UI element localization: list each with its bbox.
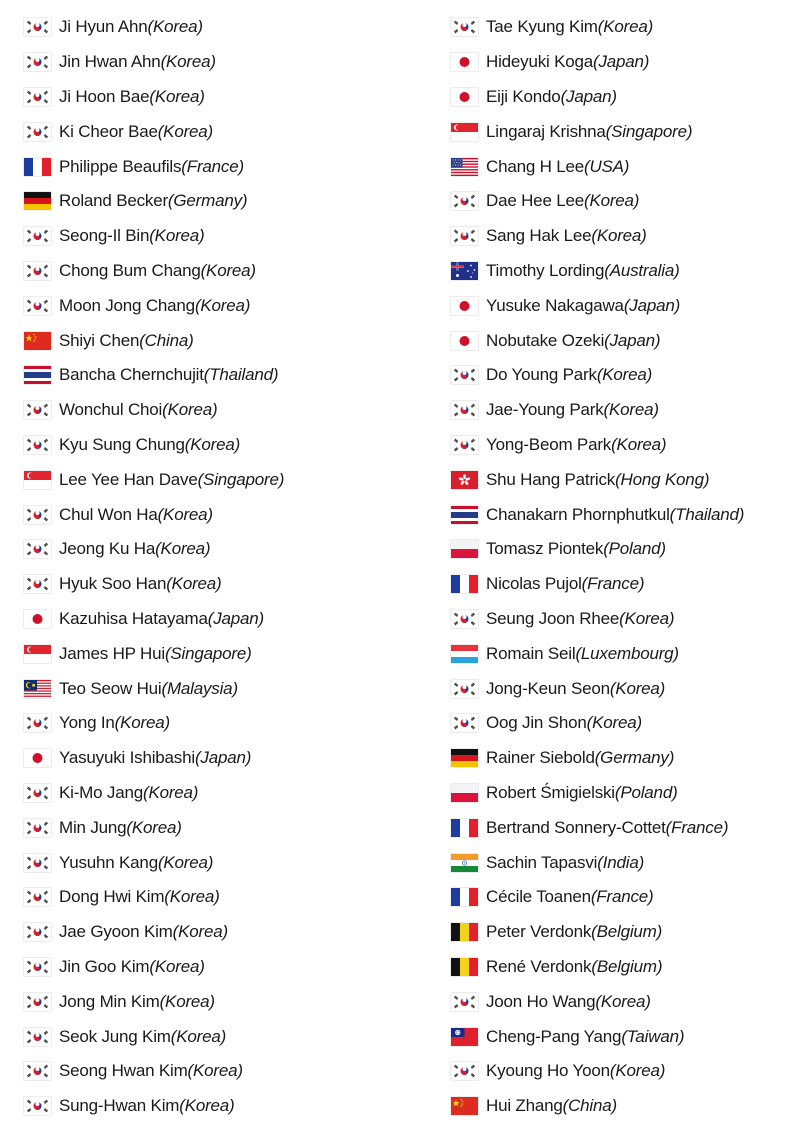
list-item — [451, 950, 796, 985]
person-country: (Korea) — [157, 121, 214, 141]
list-item — [24, 984, 424, 1019]
person-name: Eiji Kondo — [486, 86, 561, 106]
korea-flag-icon — [24, 923, 51, 941]
belgium-flag-icon — [451, 923, 478, 941]
person-name: Teo Seow Hui — [59, 678, 162, 698]
list-item — [451, 114, 796, 149]
person-country: (Belgium) — [591, 922, 663, 942]
belgium-flag-icon — [451, 958, 478, 976]
korea-flag-icon — [451, 227, 478, 245]
list-item — [451, 393, 796, 428]
list-item — [451, 880, 796, 915]
list-item — [24, 741, 424, 776]
korea-flag-icon — [451, 366, 478, 384]
korea-flag-icon — [24, 297, 51, 315]
person-country: (France) — [665, 817, 729, 837]
person-name: Rainer Siebold — [486, 748, 595, 768]
person-name: Kyoung Ho Yoon — [486, 1061, 610, 1081]
thailand-flag-icon — [24, 366, 51, 384]
person-name: Seok Jung Kim — [59, 1026, 171, 1046]
person-name: Yusuhn Kang — [59, 852, 158, 872]
person-country: (Japan) — [593, 52, 650, 72]
person-name: Jong Min Kim — [59, 991, 160, 1011]
person-name: Min Jung — [59, 817, 127, 837]
person-country: (India) — [597, 852, 645, 872]
person-country: (Singapore) — [605, 121, 693, 141]
list-item — [451, 776, 796, 811]
korea-flag-icon — [451, 401, 478, 419]
list-item — [451, 602, 796, 637]
list-item — [24, 462, 424, 497]
japan-flag-icon — [24, 610, 51, 628]
person-name: Jeong Ku Ha — [59, 539, 156, 559]
list-item — [451, 80, 796, 115]
china-flag-icon — [451, 1097, 478, 1115]
person-country: (Poland) — [603, 539, 666, 559]
china-flag-icon — [24, 332, 51, 350]
person-name: Hui Zhang — [486, 1096, 563, 1116]
japan-flag-icon — [451, 297, 478, 315]
list-item — [24, 950, 424, 985]
india-flag-icon — [451, 854, 478, 872]
person-country: (Germany) — [594, 748, 675, 768]
person-country: (France) — [581, 574, 645, 594]
korea-flag-icon — [24, 1062, 51, 1080]
korea-flag-icon — [451, 610, 478, 628]
person-name: Sang Hak Lee — [486, 226, 592, 246]
list-item — [24, 114, 424, 149]
korea-flag-icon — [451, 993, 478, 1011]
list-item — [24, 567, 424, 602]
person-name: Yong In — [59, 713, 115, 733]
korea-flag-icon — [24, 88, 51, 106]
korea-flag-icon — [24, 436, 51, 454]
list-item — [24, 358, 424, 393]
france-flag-icon — [451, 575, 478, 593]
person-country: (Korea) — [160, 52, 216, 72]
list-item — [24, 776, 424, 811]
person-name: Moon Jong Chang — [59, 295, 195, 315]
korea-flag-icon — [24, 227, 51, 245]
person-name: Oog Jin Shon — [486, 713, 587, 733]
person-country: (Korea) — [166, 574, 222, 594]
person-country: (Singapore) — [197, 469, 285, 489]
person-country: (Korea) — [586, 713, 642, 733]
person-country: (Korea) — [164, 887, 220, 907]
person-name: Sung-Hwan Kim — [59, 1096, 180, 1116]
poland-flag-icon — [451, 540, 478, 558]
list-item — [24, 219, 424, 254]
left-column — [24, 10, 424, 1124]
person-name: Jae-Young Park — [486, 400, 604, 420]
germany-flag-icon — [451, 749, 478, 767]
list-item — [24, 45, 424, 80]
list-item — [451, 10, 796, 45]
person-country: (Korea) — [179, 1096, 235, 1116]
person-name: Hideyuki Koga — [486, 52, 594, 72]
person-country: (Belgium) — [591, 956, 663, 976]
person-name: Tae Kyung Kim — [486, 17, 598, 37]
usa-flag-icon — [451, 158, 478, 176]
japan-flag-icon — [24, 749, 51, 767]
list-item — [24, 845, 424, 880]
person-country: (Korea) — [157, 504, 213, 524]
person-name: Lee Yee Han Dave — [59, 469, 198, 489]
person-country: (France) — [181, 156, 244, 176]
list-item — [451, 184, 796, 219]
person-country: (Korea) — [155, 539, 211, 559]
person-country: (Korea) — [149, 226, 205, 246]
person-country: (Korea) — [595, 991, 651, 1011]
person-country: (Thailand) — [669, 504, 745, 524]
person-name: Yong-Beom Park — [486, 434, 612, 454]
person-country: (Korea) — [603, 400, 659, 420]
france-flag-icon — [451, 819, 478, 837]
person-name: Dong Hwi Kim — [59, 887, 165, 907]
person-name: Robert Śmigielski — [486, 782, 615, 802]
korea-flag-icon — [24, 854, 51, 872]
person-country: (China) — [562, 1096, 617, 1116]
person-country: (USA) — [583, 156, 630, 176]
korea-flag-icon — [24, 18, 51, 36]
person-country: (Korea) — [162, 400, 218, 420]
person-name: Tomasz Piontek — [486, 539, 604, 559]
person-country: (Hong Kong) — [615, 469, 710, 489]
person-country: (Korea) — [200, 260, 256, 280]
list-item — [451, 636, 796, 671]
person-name: Philippe Beaufils — [59, 156, 182, 176]
person-name: Jin Hwan Ahn — [59, 52, 161, 72]
person-name: Timothy Lording — [486, 260, 605, 280]
list-item — [451, 358, 796, 393]
korea-flag-icon — [24, 888, 51, 906]
person-country: (Korea) — [609, 1061, 666, 1081]
person-country: (Japan) — [207, 608, 264, 628]
list-item — [451, 288, 796, 323]
list-item — [24, 184, 424, 219]
list-item — [24, 1019, 424, 1054]
list-item — [24, 80, 424, 115]
list-item — [451, 1054, 796, 1089]
france-flag-icon — [24, 158, 51, 176]
list-item — [451, 428, 796, 463]
person-name: Shiyi Chen — [59, 330, 140, 350]
person-name: Sachin Tapasvi — [486, 852, 598, 872]
japan-flag-icon — [451, 53, 478, 71]
korea-flag-icon — [24, 714, 51, 732]
korea-flag-icon — [451, 436, 478, 454]
person-name: Cécile Toanen — [486, 887, 591, 907]
list-item — [451, 219, 796, 254]
list-item — [24, 428, 424, 463]
person-name: Chanakarn Phornphutkul — [486, 504, 670, 524]
person-country: (Korea) — [597, 17, 654, 37]
korea-flag-icon — [451, 680, 478, 698]
person-country: (Japan) — [560, 86, 617, 106]
list-item — [451, 810, 796, 845]
list-item — [24, 1054, 424, 1089]
taiwan-flag-icon — [451, 1028, 478, 1046]
person-country: (Poland) — [614, 782, 678, 802]
poland-flag-icon — [451, 784, 478, 802]
person-name: Seong-Il Bin — [59, 226, 150, 246]
korea-flag-icon — [24, 575, 51, 593]
person-name: Dae Hee Lee — [486, 191, 584, 211]
person-country: (Korea) — [619, 608, 675, 628]
person-country: (Germany) — [167, 191, 248, 211]
list-item — [24, 602, 424, 637]
korea-flag-icon — [24, 401, 51, 419]
person-name: Yasuyuki Ishibashi — [59, 748, 195, 768]
person-country: (Luxembourg) — [575, 643, 679, 663]
person-name: Romain Seil — [486, 643, 576, 663]
list-item — [24, 393, 424, 428]
person-country: (Korea) — [583, 191, 640, 211]
list-item — [24, 10, 424, 45]
list-item — [451, 462, 796, 497]
list-item — [24, 497, 424, 532]
list-item — [24, 323, 424, 358]
list-item — [451, 984, 796, 1019]
person-country: (Korea) — [611, 434, 667, 454]
list-item — [451, 706, 796, 741]
person-country: (Korea) — [172, 922, 228, 942]
person-name: Roland Becker — [59, 191, 168, 211]
france-flag-icon — [451, 888, 478, 906]
list-item — [451, 741, 796, 776]
person-country: (Japan) — [604, 330, 661, 350]
person-name: Ji Hyun Ahn — [59, 17, 148, 37]
person-name: Nobutake Ozeki — [486, 330, 605, 350]
person-country: (Korea) — [114, 713, 170, 733]
person-country: (Korea) — [194, 295, 251, 315]
person-country: (Japan) — [194, 748, 252, 768]
person-name: Hyuk Soo Han — [59, 574, 167, 594]
list-item — [24, 671, 424, 706]
person-name: Chang H Lee — [486, 156, 584, 176]
korea-flag-icon — [24, 262, 51, 280]
person-name: Nicolas Pujol — [486, 574, 582, 594]
list-item — [451, 1089, 796, 1124]
person-country: (Korea) — [149, 956, 205, 976]
person-name: Kyu Sung Chung — [59, 434, 185, 454]
list-item — [24, 149, 424, 184]
person-name: Seung Joon Rhee — [486, 608, 620, 628]
list-item — [451, 532, 796, 567]
list-item — [24, 288, 424, 323]
list-item — [451, 149, 796, 184]
korea-flag-icon — [24, 540, 51, 558]
person-name: Jin Goo Kim — [59, 956, 150, 976]
korea-flag-icon — [24, 53, 51, 71]
thailand-flag-icon — [451, 506, 478, 524]
person-country: (Korea) — [184, 434, 241, 454]
korea-flag-icon — [24, 958, 51, 976]
person-country: (Korea) — [126, 817, 182, 837]
person-country: (Singapore) — [164, 643, 252, 663]
singapore-flag-icon — [24, 471, 51, 489]
person-name: Peter Verdonk — [486, 922, 592, 942]
person-name: Kazuhisa Hatayama — [59, 608, 208, 628]
person-country: (Korea) — [170, 1026, 227, 1046]
list-item — [451, 671, 796, 706]
korea-flag-icon — [24, 1028, 51, 1046]
list-item — [24, 706, 424, 741]
japan-flag-icon — [451, 332, 478, 350]
list-item — [451, 254, 796, 289]
person-name: Bancha Chernchujit — [59, 365, 204, 385]
list-item — [451, 845, 796, 880]
list-item — [24, 254, 424, 289]
person-country: (Malaysia) — [161, 678, 238, 698]
list-item — [24, 915, 424, 950]
korea-flag-icon — [24, 819, 51, 837]
list-item — [451, 45, 796, 80]
person-country: (Korea) — [591, 226, 647, 246]
person-country: (Korea) — [596, 365, 653, 385]
person-country: (Thailand) — [203, 365, 279, 385]
person-country: (Korea) — [159, 991, 215, 1011]
person-name: Lingaraj Krishna — [486, 121, 606, 141]
germany-flag-icon — [24, 192, 51, 210]
person-name: Chong Bum Chang — [59, 260, 201, 280]
korea-flag-icon — [24, 506, 51, 524]
person-country: (Korea) — [609, 678, 666, 698]
person-country: (Taiwan) — [621, 1026, 685, 1046]
person-country: (China) — [139, 330, 194, 350]
list-item — [451, 497, 796, 532]
japan-flag-icon — [451, 88, 478, 106]
person-country: (France) — [590, 887, 654, 907]
person-country: (Korea) — [149, 86, 205, 106]
person-name: Cheng-Pang Yang — [486, 1026, 622, 1046]
person-name: Yusuke Nakagawa — [486, 295, 624, 315]
person-name: Bertrand Sonnery-Cottet — [486, 817, 666, 837]
person-name: Chul Won Ha — [59, 504, 158, 524]
list-item — [451, 323, 796, 358]
korea-flag-icon — [24, 123, 51, 141]
list-item — [24, 1089, 424, 1124]
person-country: (Korea) — [187, 1061, 243, 1081]
person-name: Ki Cheor Bae — [59, 121, 158, 141]
malaysia-flag-icon — [24, 680, 51, 698]
person-name: Ji Hoon Bae — [59, 86, 150, 106]
luxembourg-flag-icon — [451, 645, 478, 663]
right-column — [451, 10, 796, 1124]
person-country: (Korea) — [142, 782, 199, 802]
korea-flag-icon — [451, 18, 478, 36]
list-item — [451, 567, 796, 602]
person-name: Jong-Keun Seon — [486, 678, 610, 698]
korea-flag-icon — [24, 784, 51, 802]
korea-flag-icon — [451, 714, 478, 732]
list-item — [24, 880, 424, 915]
person-name: Joon Ho Wang — [486, 991, 596, 1011]
person-name: René Verdonk — [486, 956, 592, 976]
australia-flag-icon — [451, 262, 478, 280]
person-country: (Korea) — [147, 17, 203, 37]
korea-flag-icon — [451, 1062, 478, 1080]
korea-flag-icon — [24, 993, 51, 1011]
person-name: Ki-Mo Jang — [59, 782, 143, 802]
singapore-flag-icon — [451, 123, 478, 141]
list-item — [24, 532, 424, 567]
person-name: Shu Hang Patrick — [486, 469, 616, 489]
person-name: James HP Hui — [59, 643, 165, 663]
hongkong-flag-icon — [451, 471, 478, 489]
list-item — [451, 1019, 796, 1054]
person-name: Wonchul Choi — [59, 400, 163, 420]
korea-flag-icon — [451, 192, 478, 210]
person-name: Seong Hwan Kim — [59, 1061, 188, 1081]
person-country: (Australia) — [604, 260, 680, 280]
korea-flag-icon — [24, 1097, 51, 1115]
person-country: (Korea) — [157, 852, 214, 872]
list-item — [24, 636, 424, 671]
singapore-flag-icon — [24, 645, 51, 663]
person-name: Jae Gyoon Kim — [59, 922, 173, 942]
list-item — [24, 810, 424, 845]
person-name: Do Young Park — [486, 365, 597, 385]
list-item — [451, 915, 796, 950]
person-country: (Japan) — [623, 295, 681, 315]
